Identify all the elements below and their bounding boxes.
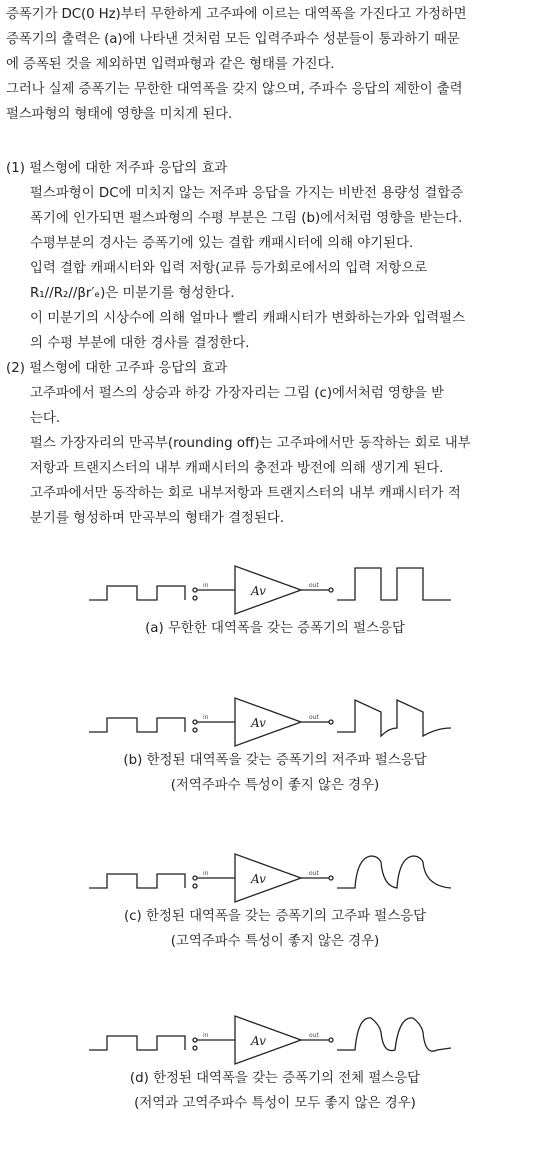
output-pulse-waveform xyxy=(337,700,451,736)
amplifier-diagram-d xyxy=(75,1010,475,1066)
caption-line: (고역주파수 특성이 좋지 않은 경우) xyxy=(170,934,380,949)
section-line-formula: R₁//R₂//βr′ₑ)은 미분기를 형성한다. xyxy=(30,286,235,301)
input-pulse-waveform xyxy=(89,874,185,888)
intro-line: 펄스파형의 형태에 영향을 미치게 된다. xyxy=(6,107,233,122)
section-high-frequency xyxy=(0,356,550,531)
amplifier-triangle xyxy=(235,854,301,902)
amplifier-block xyxy=(89,566,451,614)
output-label: out xyxy=(309,582,319,589)
output-terminal xyxy=(329,1038,333,1042)
section-line: 고주파에서만 동작하는 회로 내부저항과 트랜지스터의 내부 캐패시터가 적 xyxy=(30,486,461,501)
amplifier-triangle xyxy=(235,1016,301,1064)
figure-c xyxy=(0,848,550,954)
ground-terminal xyxy=(193,728,197,732)
caption-line: (a) 무한한 대역폭을 갖는 증폭기의 펄스응답 xyxy=(145,621,405,636)
input-terminal xyxy=(193,1038,197,1042)
figure-caption xyxy=(0,616,550,641)
ground-terminal xyxy=(193,596,197,600)
intro-paragraph xyxy=(6,2,544,127)
intro-line: 그러나 실제 증폭기는 무한한 대역폭을 갖지 않으며, 주파수 응답의 제한이 출력 xyxy=(6,82,463,97)
figure-caption xyxy=(0,1066,550,1116)
output-pulse-waveform xyxy=(337,568,451,600)
intro-line: 에 증폭된 것을 제외하면 입력파형과 같은 형태를 가진다. xyxy=(6,57,335,72)
output-label: out xyxy=(309,1032,319,1039)
section-line: 수평부분의 경사는 증폭기에 있는 결합 캐패시터에 의해 야기된다. xyxy=(30,236,414,251)
section-line: 입력 결합 캐패시터와 입력 저항(교류 등가회로에서의 입력 저항으로 xyxy=(30,261,428,276)
caption-line: (저역과 고역주파수 특성이 모두 좋지 않은 경우) xyxy=(134,1096,416,1111)
output-label: out xyxy=(309,870,319,877)
section-heading: (1) 펄스형에 대한 저주파 응답의 효과 xyxy=(6,161,228,176)
input-terminal xyxy=(193,588,197,592)
output-terminal xyxy=(329,720,333,724)
input-label: in xyxy=(203,1032,209,1039)
caption-line: (b) 한정된 대역폭을 갖는 증폭기의 저주파 펄스응답 xyxy=(123,753,427,768)
output-label: out xyxy=(309,714,319,721)
input-terminal xyxy=(193,876,197,880)
figure-caption xyxy=(0,748,550,798)
amplifier-block xyxy=(89,1016,451,1064)
section-line: 이 미분기의 시상수에 의해 얼마나 빨리 캐패시터가 변화하는가와 입력펄스 xyxy=(30,311,466,326)
section-line: 폭기에 인가되면 펄스파형의 수평 부분은 그림 (b)에서처럼 영향을 받는다. xyxy=(30,211,463,226)
section-heading: (2) 펄스형에 대한 고주파 응답의 효과 xyxy=(6,361,228,376)
gain-label: Av xyxy=(251,584,266,598)
amplifier-diagram-a xyxy=(75,560,475,616)
input-pulse-waveform xyxy=(89,586,185,600)
section-line: 의 수평 부분에 대한 경사를 결정한다. xyxy=(30,336,250,351)
caption-line: (저역주파수 특성이 좋지 않은 경우) xyxy=(170,778,380,793)
section-line: 펄스파형이 DC에 미치지 않는 저주파 응답을 가지는 비반전 용량성 결합증 xyxy=(30,186,464,201)
input-pulse-waveform xyxy=(89,1036,185,1050)
amplifier-triangle xyxy=(235,698,301,746)
figure-caption xyxy=(0,904,550,954)
gain-label: Av xyxy=(251,716,266,730)
input-terminal xyxy=(193,720,197,724)
ground-terminal xyxy=(193,884,197,888)
amplifier-block xyxy=(89,854,451,902)
figure-d xyxy=(0,1010,550,1116)
section-line: 는다. xyxy=(30,411,61,426)
intro-line: 증폭기가 DC(0 Hz)부터 무한하게 고주파에 이르는 대역폭을 가진다고 가정하면 xyxy=(6,7,467,22)
section-body xyxy=(30,181,544,356)
input-pulse-waveform xyxy=(89,718,185,732)
output-terminal xyxy=(329,876,333,880)
caption-line: (d) 한정된 대역폭을 갖는 증폭기의 전체 펄스응답 xyxy=(129,1071,421,1086)
amplifier-diagram-b xyxy=(75,692,475,748)
section-line: 분기를 형성하며 만곡부의 형태가 결정된다. xyxy=(30,511,285,526)
section-line: 저항과 트랜지스터의 내부 캐패시터의 충전과 방전에 의해 생기게 된다. xyxy=(30,461,444,476)
output-terminal xyxy=(329,588,333,592)
gain-label: Av xyxy=(251,1034,266,1048)
amplifier-triangle xyxy=(235,566,301,614)
caption-line: (c) 한정된 대역폭을 갖는 증폭기의 고주파 펄스응답 xyxy=(123,909,427,924)
amplifier-diagram-c xyxy=(75,848,475,904)
input-label: in xyxy=(203,714,209,721)
ground-terminal xyxy=(193,1046,197,1050)
section-line: 고주파에서 펄스의 상승과 하강 가장자리는 그림 (c)에서처럼 영향을 받 xyxy=(30,386,445,401)
figure-b xyxy=(0,692,550,798)
figure-a xyxy=(0,560,550,641)
output-pulse-waveform xyxy=(337,1018,451,1051)
gain-label: Av xyxy=(251,872,266,886)
output-pulse-waveform xyxy=(337,856,451,888)
section-line: 펄스 가장자리의 만곡부(rounding off)는 고주파에서만 동작하는 회로 내부 xyxy=(30,436,471,451)
intro-line: 증폭기의 출력은 (a)에 나타낸 것처럼 모든 입력주파수 성분들이 통과하기 때문 xyxy=(6,32,460,47)
section-body xyxy=(30,381,544,531)
input-label: in xyxy=(203,582,209,589)
input-label: in xyxy=(203,870,209,877)
amplifier-block xyxy=(89,698,451,746)
section-low-frequency xyxy=(0,156,550,356)
